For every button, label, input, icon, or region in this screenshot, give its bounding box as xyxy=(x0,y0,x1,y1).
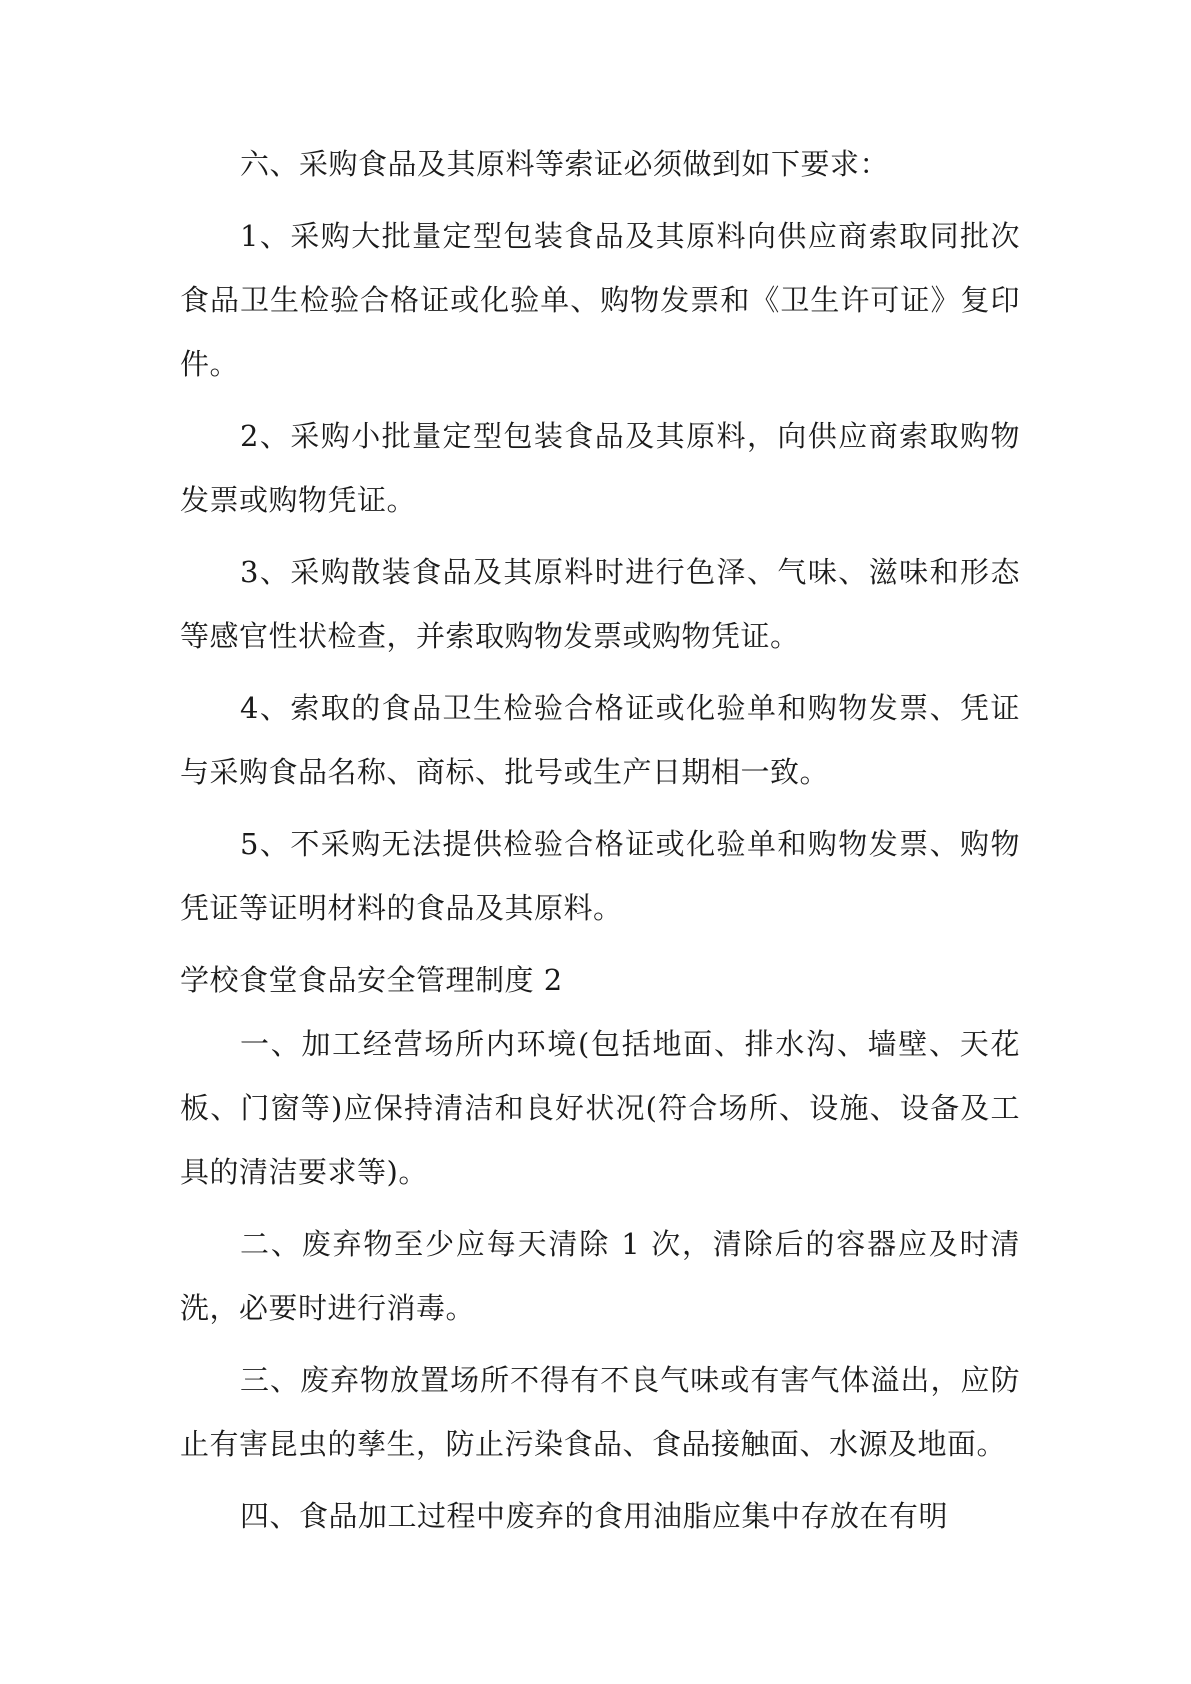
paragraph-item-4: 4、索取的食品卫生检验合格证或化验单和购物发票、凭证与采购食品名称、商标、批号或生产日期相一致。 xyxy=(180,691,1020,789)
paragraph-item-5: 5、不采购无法提供检验合格证或化验单和购物发票、购物凭证等证明材料的食品及其原料。 xyxy=(180,827,1020,925)
paragraph-rule-4: 四、食品加工过程中废弃的食用油脂应集中存放在有明 xyxy=(240,1499,949,1533)
paragraph-item-2: 2、采购小批量定型包装食品及其原料，向供应商索取购物发票或购物凭证。 xyxy=(180,419,1020,517)
paragraph-rule-2: 二、废弃物至少应每天清除 1 次，清除后的容器应及时清洗，必要时进行消毒。 xyxy=(180,1227,1020,1325)
paragraph-item-1: 1、采购大批量定型包装食品及其原料向供应商索取同批次食品卫生检验合格证或化验单、购物发票和《卫生许可证》复印件。 xyxy=(180,219,1020,381)
paragraph-item-3: 3、采购散装食品及其原料时进行色泽、气味、滋味和形态等感官性状检查，并索取购物发票或购物凭证。 xyxy=(180,555,1020,653)
document-page xyxy=(180,132,1020,1556)
paragraph-rule-1: 一、加工经营场所内环境(包括地面、排水沟、墙壁、天花板、门窗等)应保持清洁和良好状况(符合场所、设施、设备及工具的清洁要求等)。 xyxy=(180,1027,1020,1189)
paragraph-rule-3: 三、废弃物放置场所不得有不良气味或有害气体溢出，应防止有害昆虫的孳生，防止污染食品、食品接触面、水源及地面。 xyxy=(180,1363,1020,1461)
paragraph-procurement-intro: 六、采购食品及其原料等索证必须做到如下要求： xyxy=(240,147,890,181)
section-title: 学校食堂食品安全管理制度 2 xyxy=(180,963,563,997)
